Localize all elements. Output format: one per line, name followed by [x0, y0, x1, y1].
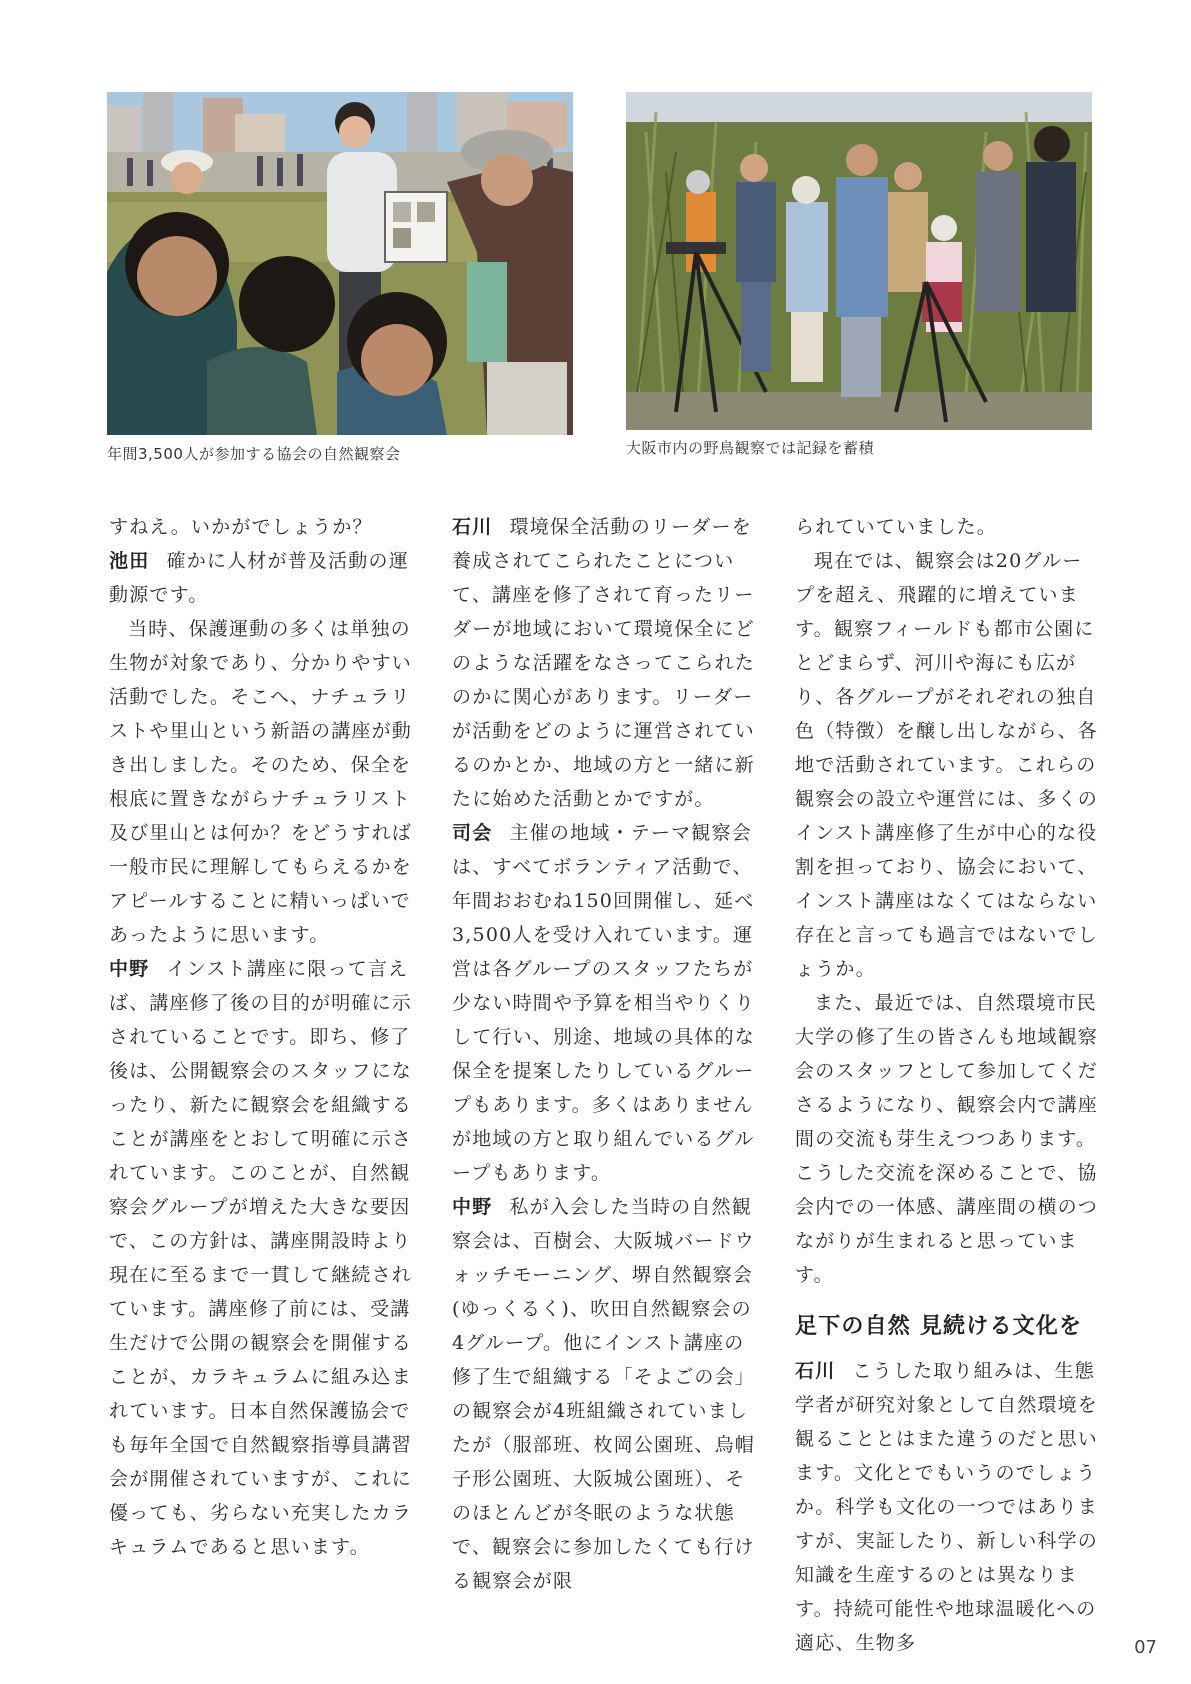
c1-paragraph-4-text: インスト講座に限って言えば、講座修了後の目的が明確に示されていることです。即ち、修了後は、公開観察会のスタッフになったり、新たに観察会を組織することが講座をとおして明確に示されています。このことが、自然観察会グループが増えた大きな要因で、この方針は、講座開設時より現在に至るまで一貫して継続されています。講座修了前には、受講生だけで公開の観察会を開催することが、カラキュラムに組み込まれています。日本自然保護協会でも毎年全国で自然観察指導員講習会が開催されていますが、これに優っても、劣らない充実したカラキュラムであると思います。 [109, 958, 413, 1558]
c1-paragraph-2-text: 確かに人材が普及活動の運動源です。 [109, 550, 409, 606]
photo-bird-watching [626, 92, 1092, 430]
c3-paragraph-1: られていていました。 [795, 516, 998, 538]
c2-paragraph-3 [452, 1190, 756, 1598]
speaker-moderator: 司会 [452, 822, 493, 844]
c1-paragraph-4 [109, 952, 413, 1564]
speaker-ishikawa-2: 石川 [795, 1360, 836, 1382]
c2-paragraph-1-text: 環境保全活動のリーダーを養成されてこられたことについて、講座を修了されて育ったリーダーが地域において環境保全にどのような活躍をなさってこられたのかに関心があります。リーダーが活動をどのように運営されているのかとか、地域の方と一緒に新たに始めた活動とかですが。 [452, 516, 756, 810]
text-column-3 [795, 510, 1099, 1660]
c2-paragraph-3-text: 私が入会した当時の自然観察会は、百樹会、大阪城バードウォッチモーニング、堺自然観察会(ゆっくるく)、吹田自然観察会の4グループ。他にインスト講座の修了生で組織する「そよごの会」の観察会が4班組織されていましたが（服部班、枚岡公園班、烏帽子形公園班、大阪城公園班）、そのほとんどが冬眠のような状態で、観察会に参加したくても行ける観察会が限 [452, 1196, 756, 1592]
photo-1-illustration [107, 92, 573, 435]
photo-nature-observation-group [107, 92, 573, 435]
photo-2-caption: 大阪市内の野鳥観察では記録を蓄積 [626, 439, 875, 457]
c1-paragraph-2 [109, 544, 413, 612]
speaker-nakano-2: 中野 [452, 1196, 493, 1218]
c2-paragraph-2-text: 主催の地域・テーマ観察会は、すべてボランティア活動で、年間おおむね150回開催し、延べ3,500人を受け入れています。運営は各グループのスタッフたちが少ない時間や予算を相当やりくりして行い、別途、地域の具体的な保全を提案したりしているグループもあります。多くはありませんが地域の方と取り組んでいるグループもあります。 [452, 822, 756, 1184]
speaker-ishikawa: 石川 [452, 516, 493, 538]
speaker-ikeda: 池田 [109, 550, 150, 572]
page-number: 07 [1134, 1637, 1157, 1658]
c1-paragraph-3: 当時、保護運動の多くは単独の生物が対象であり、分かりやすい活動でした。そこへ、ナチュラリストや里山という新語の講座が動き出しました。そのため、保全を根底に置きながらナチュラリスト及び里山とは何か？をどうすれば一般市民に理解してもらえるかをアピールすることに精いっぱいであったように思います。 [109, 618, 413, 946]
c3-paragraph-3: また、最近では、自然環境市民大学の修了生の皆さんも地域観察会のスタッフとして参加してくださるようになり、観察会内で講座間の交流も芽生えつつあります。こうした交流を深めることで、協会内での一体感、講座間の横のつながりが生まれると思っています。 [795, 992, 1099, 1286]
c3-paragraph-2: 現在では、観察会は20グループを超え、飛躍的に増えています。観察フィールドも都市公園にとどまらず、河川や海にも広がり、各グループがそれぞれの独自色（特徴）を醸し出しながら、各地で活動されています。これらの観察会の設立や運営には、多くのインスト講座修了生が中心的な役割を担っており、協会において、インスト講座はなくてはならない存在と言っても過言ではないでしょうか。 [795, 550, 1099, 980]
c2-paragraph-1 [452, 510, 756, 816]
photo-2-illustration [626, 92, 1092, 430]
c1-paragraph-1: すねえ。いかがでしょうか？ [109, 516, 373, 538]
c3-paragraph-4-text: こうした取り組みは、生態学者が研究対象として自然環境を観ることとはまた違うのだと思います。文化とでもいうのでしょうか。科学も文化の一つではありますが、実証したり、新しい科学の知識を生産するのとは異なります。持続可能性や地球温暖化への適応、生物多 [795, 1360, 1099, 1654]
c3-paragraph-4 [795, 1354, 1099, 1660]
c2-paragraph-2 [452, 816, 756, 1190]
text-column-1 [109, 510, 413, 1564]
section-heading: 足下の自然 見続ける文化を [795, 1314, 1083, 1339]
speaker-nakano: 中野 [109, 958, 150, 980]
text-column-2 [452, 510, 756, 1598]
photo-1-caption: 年間3,500人が参加する協会の自然観察会 [107, 445, 401, 463]
